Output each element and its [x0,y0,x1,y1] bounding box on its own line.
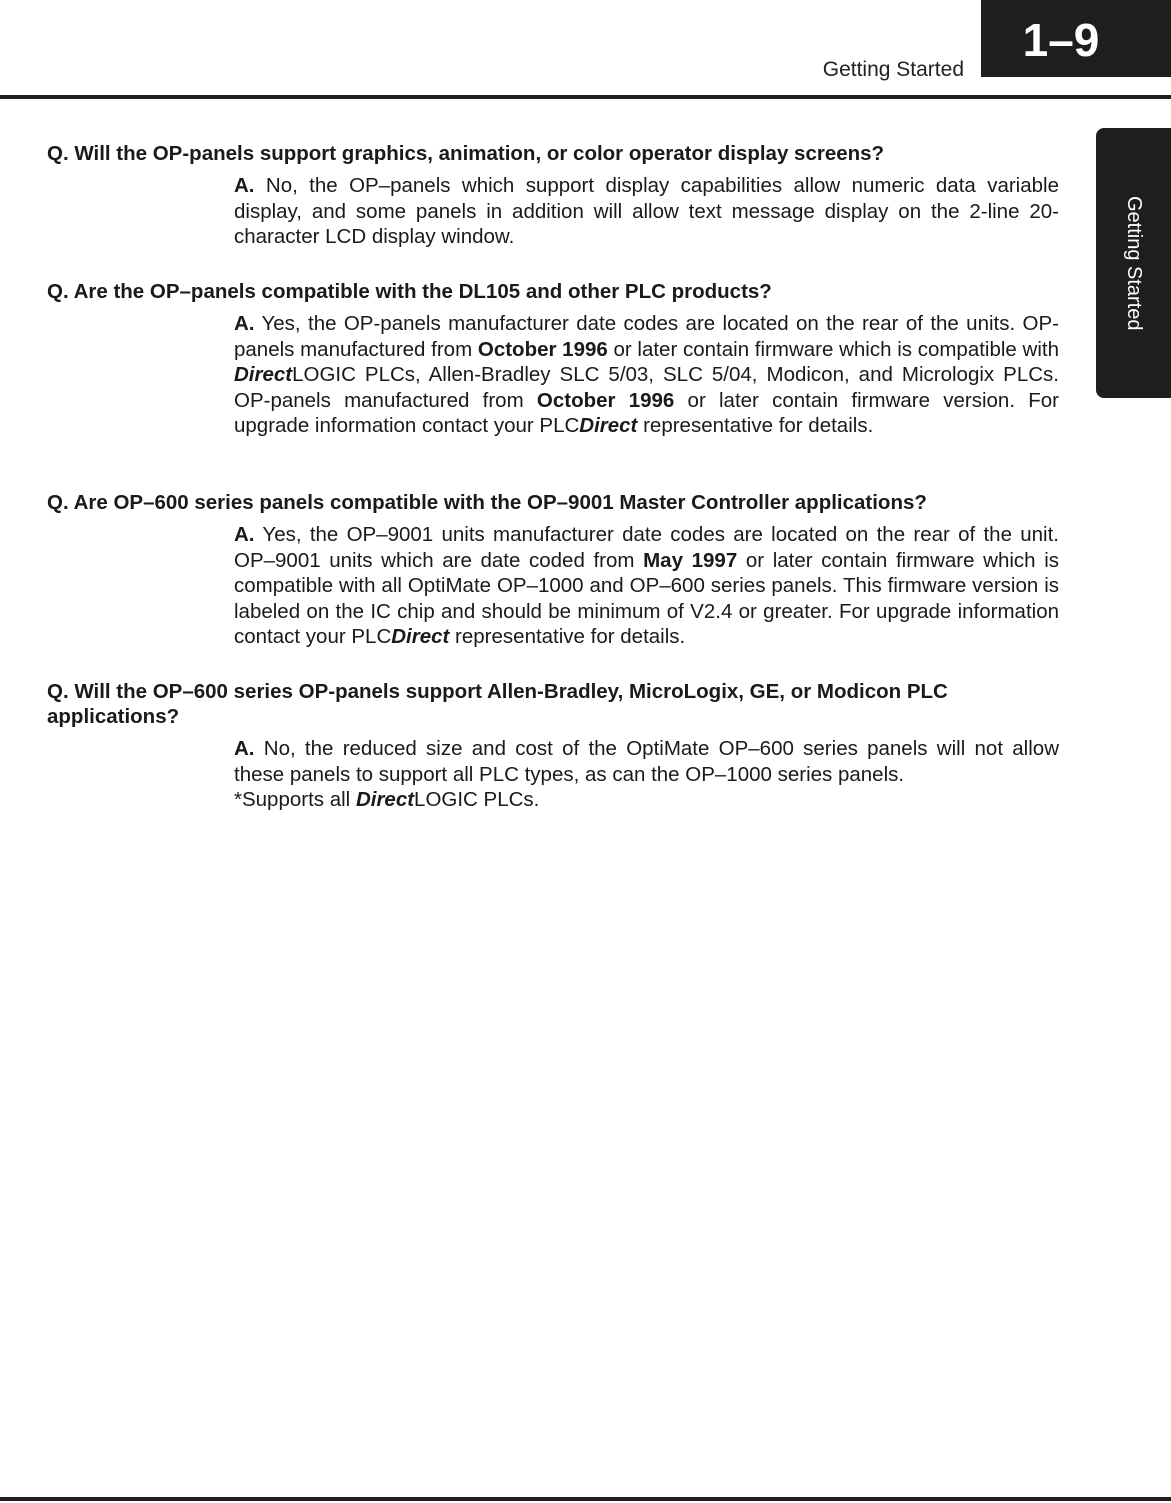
answer: A. No, the reduced size and cost of the OptiMate OP–600 series panels will not allow these panels to support all PLC types, as can the OP–1000 series panels. *Supports all DirectLOGIC PLCs. [234,737,1059,812]
question: Q. Are OP–600 series panels compatible with the OP–9001 Master Controller applications? [47,491,927,514]
question: Q. Are the OP–panels compatible with the DL105 and other PLC products? [47,280,772,303]
faq-item-op600 [47,679,1059,813]
answer: A. Yes, the OP-panels manufacturer date codes are located on the rear of the units. OP-panels manufactured from October 1996 or later contain firmware which is compatible with DirectLOGIC PLCs, Allen-Bradley SLC 5/03, SLC 5/04, Modicon, and Micrologix PLCs. OP-panels manufactured from October 1996 or later contain firmware version. For upgrade information contact your PLCDirect representative for details. [234,312,1059,438]
footer-divider [0,1497,1171,1501]
question: Q. Will the OP-panels support graphics, animation, or color operator display screens? [47,142,885,165]
page-number: 1–9 [981,0,1171,77]
faq-item-compatibility [47,279,1059,439]
answer: A. Yes, the OP–9001 units manufacturer date codes are located on the rear of the unit. OP–9001 units which are date coded from May 1997 or later contain firmware which is compatible with all OptiMate OP–1000 and OP–600 series panels. This firmware version is labeled on the IC chip and should be minimum of V2.4 or greater. For upgrade information contact your PLCDirect representative for details. [234,523,1060,649]
side-tab-label: Getting Started [1123,195,1145,331]
header-divider [0,95,1171,99]
faq-item-op9001 [47,490,1059,650]
section-title: Getting Started [822,58,964,81]
answer: A. No, the OP–panels which support display capabilities allow numeric data variable display, and some panels in addition will allow text message display on the 2-line 20-character LCD display window. [234,174,1059,249]
question: Q. Will the OP–600 series OP-panels support Allen-Bradley, MicroLogix, GE, or Modicon PLC applications? [47,680,948,728]
faq-item-graphics [47,141,1059,250]
